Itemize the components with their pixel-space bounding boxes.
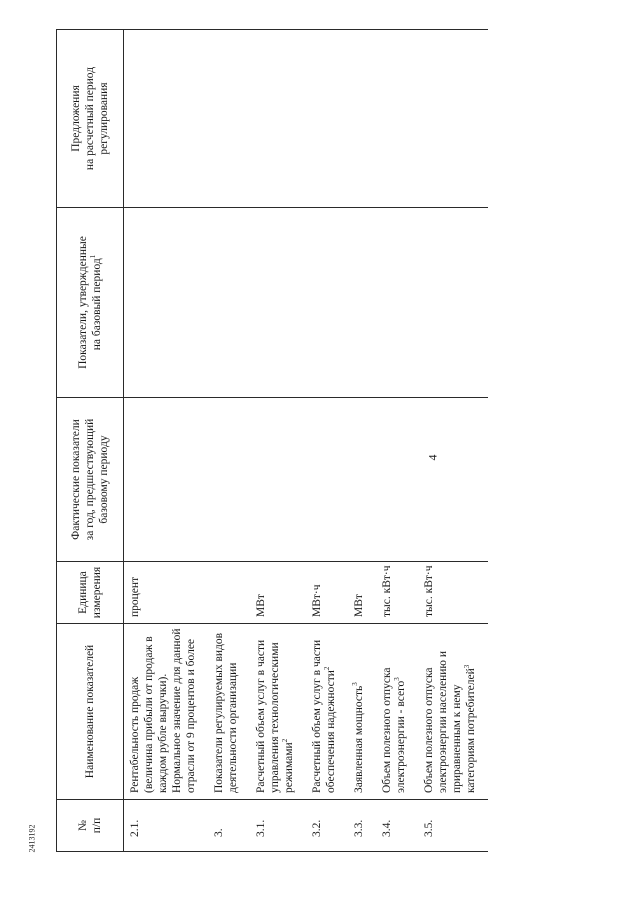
- approved-value-cell: [418, 208, 488, 398]
- unit-of-measure: МВт·ч: [306, 562, 348, 624]
- page-number: 4: [425, 454, 440, 461]
- proposal-value-cell: [418, 30, 488, 208]
- header-cell: [57, 800, 124, 852]
- footnote-mark: 2: [323, 666, 332, 671]
- row-number: 3.1.: [250, 800, 306, 852]
- row-number: 2.1.: [124, 800, 209, 852]
- indicator-name: Рентабельность продаж (величина прибыли от продаж в каждом рубле выручки). Нормальное значение для данной отрасли от 9 процентов и более: [124, 624, 209, 800]
- approved-value-cell: [208, 208, 250, 398]
- row-number: 3.5.: [418, 800, 488, 852]
- indicator-name: Показатели регулируемых видов деятельности организации: [208, 624, 250, 800]
- table-row: [418, 30, 488, 852]
- document-code: 2413192: [27, 824, 37, 853]
- footnote-mark: 3: [463, 664, 472, 669]
- proposal-value-cell: [376, 30, 418, 208]
- actual-value-cell: [418, 398, 488, 562]
- indicator-name: Объем полезного отпуска электроэнергии населению и приравненным к нему категориям потребителей$^3$: [418, 624, 488, 800]
- proposal-value-cell: [348, 30, 376, 208]
- header-cell: [57, 624, 124, 800]
- indicator-name: Расчетный объем услуг в части обеспечения надежности$^2$: [306, 624, 348, 800]
- table-body: [124, 30, 489, 852]
- actual-value-cell: [376, 398, 418, 562]
- indicator-name: Заявленная мощность$^3$: [348, 624, 376, 800]
- table-row: [376, 30, 418, 852]
- approved-value-cell: [376, 208, 418, 398]
- actual-value-cell: [124, 398, 209, 562]
- row-number: 3.: [208, 800, 250, 852]
- header-cell: [57, 208, 124, 398]
- header-label: Единица измерения: [76, 566, 103, 619]
- footnote-mark: 3: [393, 677, 402, 681]
- approved-value-cell: [348, 208, 376, 398]
- unit-of-measure: МВт: [250, 562, 306, 624]
- table-header-row: [57, 30, 124, 852]
- approved-value-cell: [250, 208, 306, 398]
- table-row: [250, 30, 306, 852]
- table-row: [208, 30, 250, 852]
- header-label: Наименование показателей: [83, 644, 96, 779]
- footnote-mark: 3: [351, 682, 360, 686]
- indicators-table: [56, 29, 488, 852]
- actual-value-cell: [208, 398, 250, 562]
- unit-of-measure: тыс. кВт·ч: [418, 562, 488, 624]
- proposal-value-cell: [124, 30, 209, 208]
- row-number: 3.3.: [348, 800, 376, 852]
- footnote-mark: 2: [281, 738, 290, 743]
- approved-value-cell: [124, 208, 209, 398]
- footnote-mark: 1: [89, 254, 98, 259]
- header-label: Фактические показатели за год, предшествующий базовому периоду: [69, 418, 110, 541]
- approved-value-cell: [306, 208, 348, 398]
- header-label: Показатели, утвержденные на базовый период$^1$: [76, 236, 103, 369]
- unit-of-measure: процент: [124, 562, 209, 624]
- header-cell: [57, 30, 124, 208]
- unit-of-measure: тыс. кВт·ч: [376, 562, 418, 624]
- table-row: [124, 30, 209, 852]
- header-label: Предложения на расчетный период регулирования: [69, 66, 110, 171]
- unit-of-measure: [208, 562, 250, 624]
- actual-value-cell: [348, 398, 376, 562]
- header-cell: [57, 398, 124, 562]
- table-row: [348, 30, 376, 852]
- unit-of-measure: МВт: [348, 562, 376, 624]
- proposal-value-cell: [208, 30, 250, 208]
- actual-value-cell: [250, 398, 306, 562]
- row-number: 3.2.: [306, 800, 348, 852]
- table-row: [306, 30, 348, 852]
- proposal-value-cell: [250, 30, 306, 208]
- row-number: 3.4.: [376, 800, 418, 852]
- proposal-value-cell: [306, 30, 348, 208]
- header-cell: [57, 562, 124, 624]
- actual-value-cell: [306, 398, 348, 562]
- rotated-page-content: [56, 30, 592, 852]
- indicator-name: Объем полезного отпуска электроэнергии - всего$^3$: [376, 624, 418, 800]
- header-label: № п/п: [76, 817, 103, 834]
- indicator-name: Расчетный объем услуг в части управления технологическими режимами$^2$: [250, 624, 306, 800]
